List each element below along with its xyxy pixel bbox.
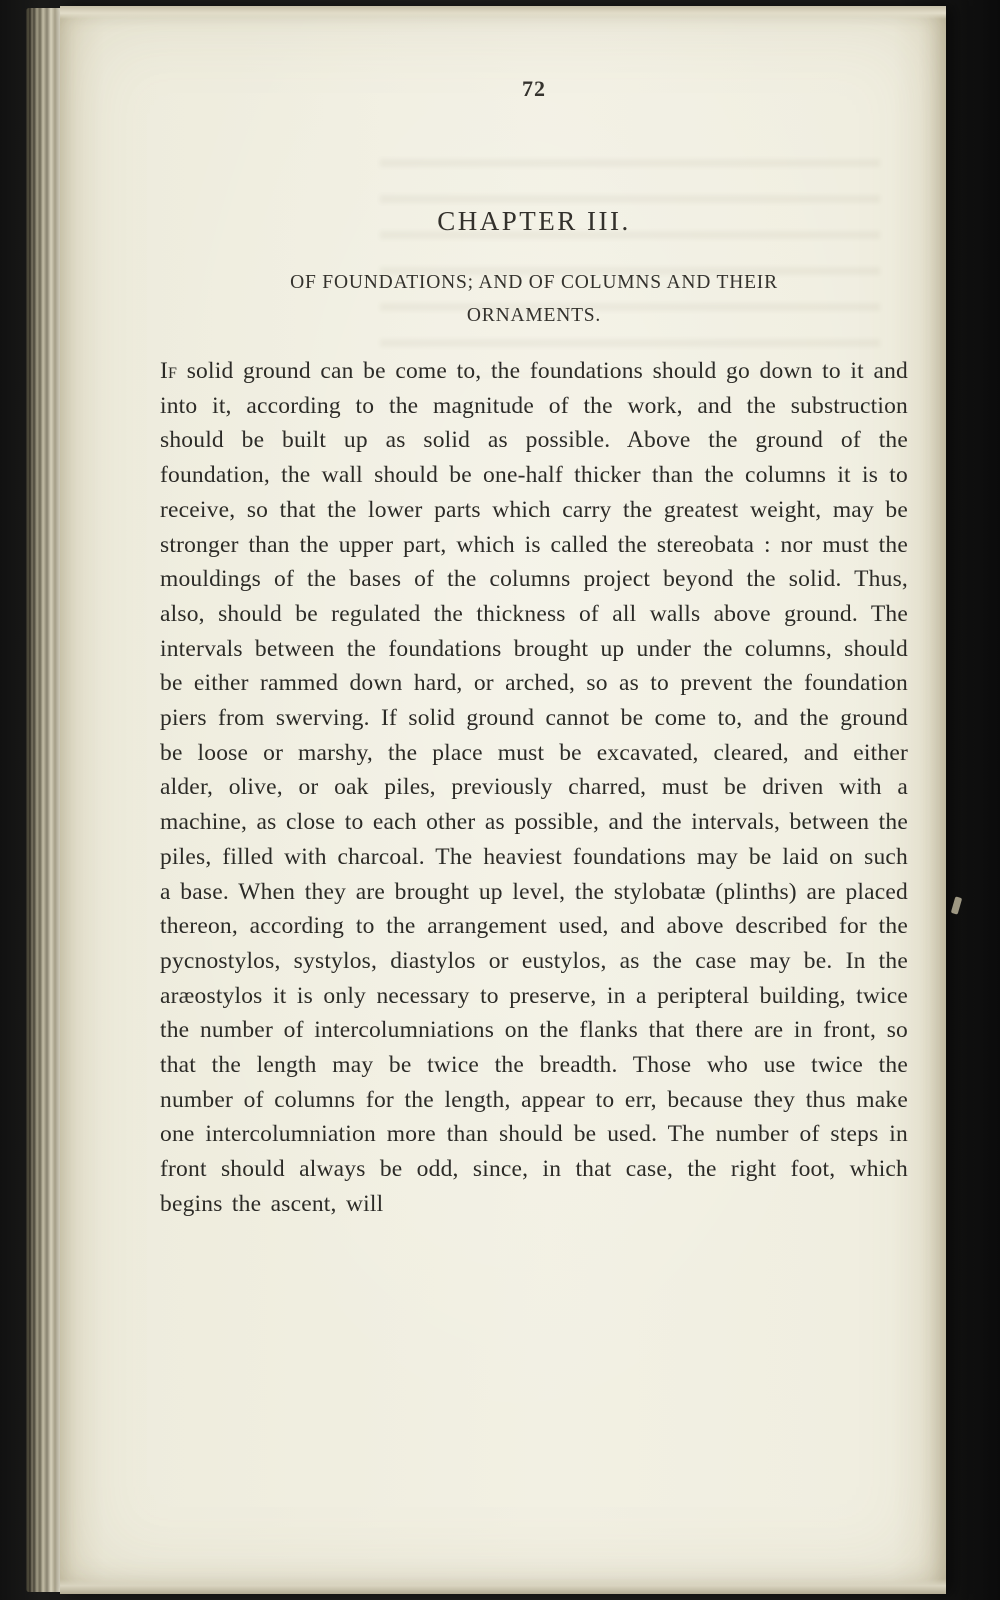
page-edge-mark <box>951 896 962 914</box>
body-text: solid ground can be come to, the foundations should go down to it and into it, according to the magnitude of the work, and the substruction should be built up as solid as possible. Above the ground of the foundation, the wall should be one-half thicker than the columns it is to receive, so that the lower parts which carry the greatest weight, may be stronger than the upper part, which is called the stereobata : nor must the mouldings of the bases of the columns project beyond the solid. Thus, also, should be regulated the thickness of all walls above ground. The intervals between the foundations brought up under the columns, should be either rammed down hard, or arched, so as to prevent the foundation piers from swerving. If solid ground cannot be come to, and the ground be loose or marshy, the place must be excavated, cleared, and either alder, olive, or oak piles, previously charred, must be driven with a machine, as close to each other as possible, and the intervals, between the piles, filled with charcoal. The heaviest foundations may be laid on such a base. When they are brought up level, the stylobatæ (plinths) are placed thereon, according to the arrangement used, and above described for the pycnostylos, systylos, diastylos or eustylos, as the case may be. In the aræostylos it is only necessary to preserve, in a peripteral building, twice the number of intercolumniations on the flanks that there are in front, so that the length may be twice the breadth. Those who use twice the number of columns for the length, appear to err, because they thus make one intercolumniation more than should be used. The number of steps in front should always be odd, since, in that case, the right foot, which begins the ascent, will <box>160 358 908 1217</box>
page-number: 72 <box>522 76 546 101</box>
page-content <box>160 6 908 1594</box>
body-paragraph <box>160 354 908 1222</box>
lead-word: If <box>160 358 178 384</box>
book-page <box>60 6 946 1594</box>
section-title <box>160 266 908 332</box>
book-page-edges <box>26 8 64 1592</box>
chapter-heading: CHAPTER III. <box>437 206 631 236</box>
section-title-line2: ORNAMENTS. <box>466 305 602 326</box>
section-title-line1: OF FOUNDATIONS; AND OF COLUMNS AND THEIR <box>290 272 778 293</box>
